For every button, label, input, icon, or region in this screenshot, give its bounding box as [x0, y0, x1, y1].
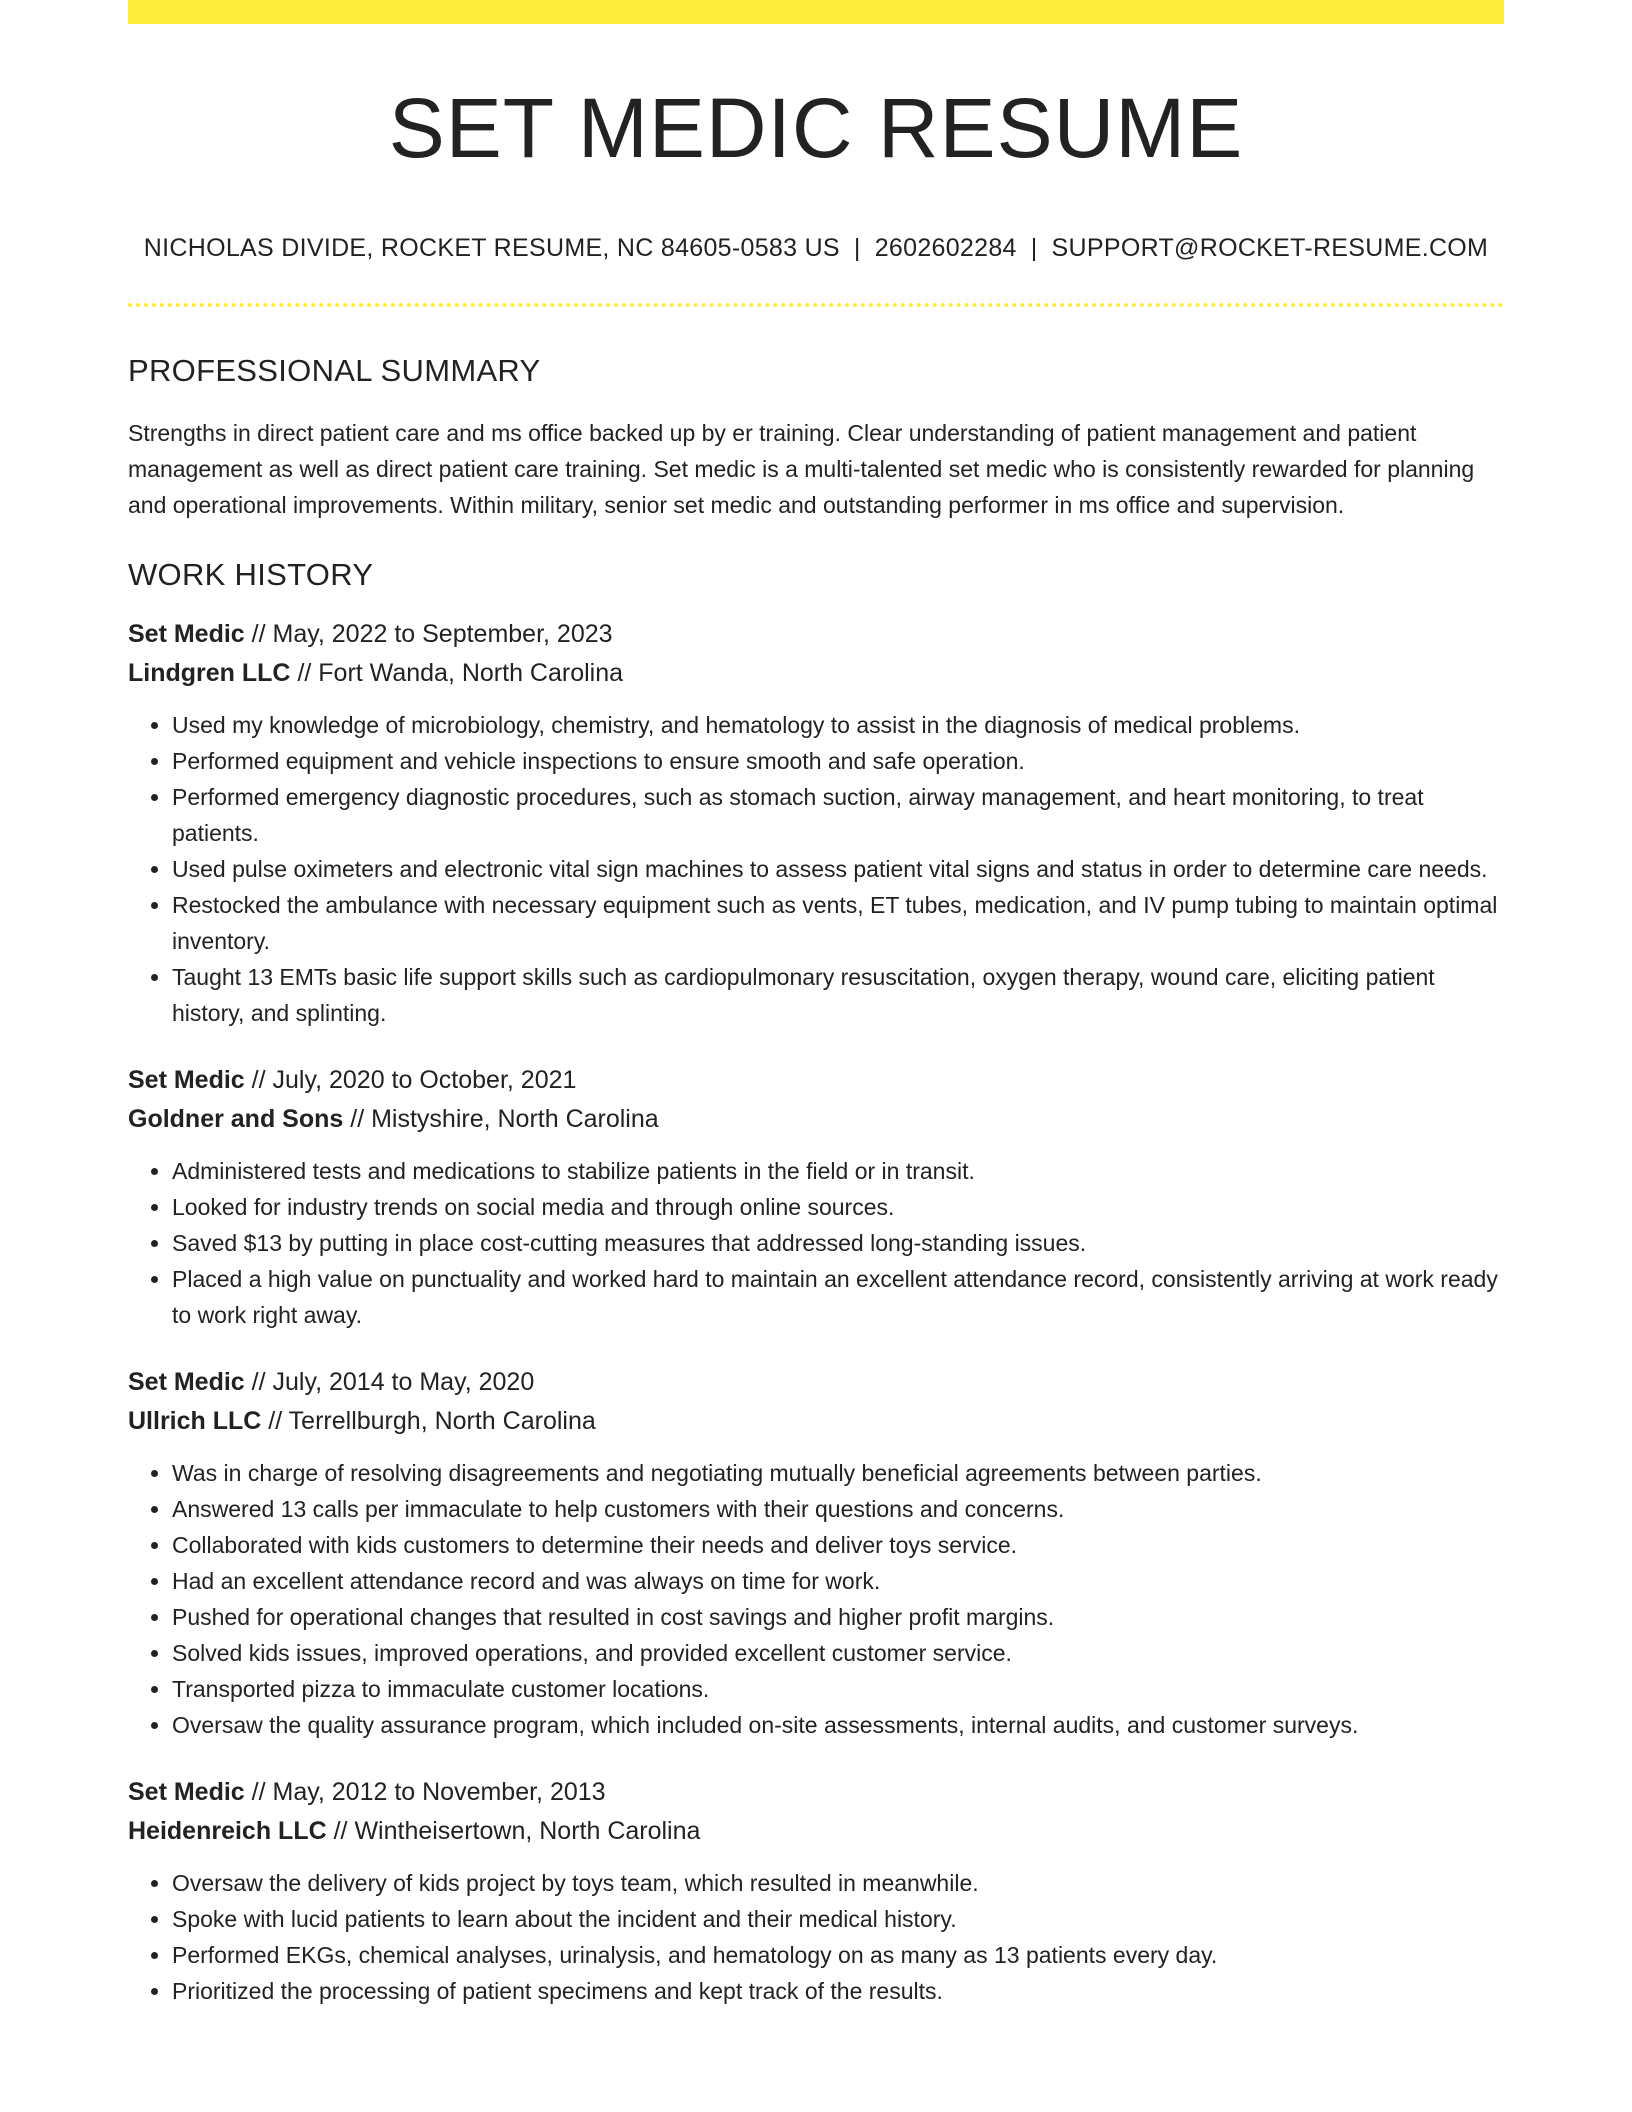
contact-line — [128, 234, 1504, 263]
job-bullet: • Used my knowledge of microbiology, chemistry, and hematology to assist in the diagnosis of medical problems. — [172, 707, 1504, 743]
contact-email: SUPPORT@ROCKET-RESUME.COM — [1051, 234, 1489, 262]
job-bullet-list — [128, 707, 1504, 1031]
job-bullet: • Placed a high value on punctuality and worked hard to maintain an excellent attendance record, consistently arriving at work ready to work right away. — [172, 1261, 1504, 1333]
job-location: // Wintheisertown, North Carolina — [333, 1817, 701, 1845]
job-bullet: • Was in charge of resolving disagreements and negotiating mutually beneficial agreements between parties. — [172, 1455, 1504, 1491]
contact-separator: | — [853, 234, 861, 262]
summary-text: Strengths in direct patient care and ms office backed up by er training. Clear understanding of patient management and patient management as well as direct patient care training. Set medic is a multi-talented set medic who is consistently rewarded for planning and operational improvements. Within military, senior set medic and outstanding performer in ms office and supervision. — [128, 420, 1475, 518]
job-title: Set Medic — [128, 620, 245, 648]
job-entry — [128, 1061, 1504, 1333]
resume-title: SET MEDIC RESUME — [388, 81, 1244, 175]
resume-page — [128, 0, 1504, 2009]
job-title: Set Medic — [128, 1066, 245, 1094]
job-company: Goldner and Sons — [128, 1105, 344, 1133]
job-bullet: • Saved $13 by putting in place cost-cutting measures that addressed long-standing issues. — [172, 1225, 1504, 1261]
job-bullet: • Looked for industry trends on social media and through online sources. — [172, 1189, 1504, 1225]
work-history-list — [128, 615, 1504, 2009]
job-entry — [128, 1773, 1504, 2009]
summary-heading: PROFESSIONAL SUMMARY — [128, 353, 541, 388]
job-title-line — [128, 1061, 1504, 1100]
job-title: Set Medic — [128, 1778, 245, 1806]
job-bullet: • Performed equipment and vehicle inspections to ensure smooth and safe operation. — [172, 743, 1504, 779]
work-history-heading: WORK HISTORY — [128, 557, 374, 592]
job-bullet: • Pushed for operational changes that resulted in cost savings and higher profit margins. — [172, 1599, 1504, 1635]
job-bullet: • Used pulse oximeters and electronic vital sign machines to assess patient vital signs and status in order to determine care needs. — [172, 851, 1504, 887]
job-bullet: • Spoke with lucid patients to learn about the incident and their medical history. — [172, 1901, 1504, 1937]
job-dates: // May, 2012 to November, 2013 — [251, 1778, 606, 1806]
contact-address: NICHOLAS DIVIDE, ROCKET RESUME, NC 84605-0583 US — [143, 234, 840, 262]
job-bullet: • Prioritized the processing of patient specimens and kept track of the results. — [172, 1973, 1504, 2009]
job-company: Lindgren LLC — [128, 659, 291, 687]
job-bullet: • Collaborated with kids customers to determine their needs and deliver toys service. — [172, 1527, 1504, 1563]
job-bullet: • Taught 13 EMTs basic life support skills such as cardiopulmonary resuscitation, oxygen therapy, wound care, eliciting patient history, and splinting. — [172, 959, 1504, 1031]
job-dates: // July, 2014 to May, 2020 — [251, 1368, 535, 1396]
contact-separator: | — [1030, 234, 1038, 262]
job-location: // Fort Wanda, North Carolina — [297, 659, 624, 687]
job-bullet-list — [128, 1153, 1504, 1333]
job-bullet: • Oversaw the quality assurance program, which included on-site assessments, internal audits, and customer surveys. — [172, 1707, 1504, 1743]
job-bullet: • Oversaw the delivery of kids project by toys team, which resulted in meanwhile. — [172, 1865, 1504, 1901]
job-entry — [128, 615, 1504, 1031]
job-location: // Mistyshire, North Carolina — [350, 1105, 659, 1133]
job-company-line — [128, 1812, 1504, 1851]
job-bullet: • Solved kids issues, improved operations, and provided excellent customer service. — [172, 1635, 1504, 1671]
job-bullet-list — [128, 1455, 1504, 1743]
job-company-line — [128, 1100, 1504, 1139]
header-divider — [128, 303, 1504, 307]
job-dates: // May, 2022 to September, 2023 — [251, 620, 613, 648]
job-bullet: • Had an excellent attendance record and was always on time for work. — [172, 1563, 1504, 1599]
job-title-line — [128, 1773, 1504, 1812]
job-bullet: • Restocked the ambulance with necessary equipment such as vents, ET tubes, medication, and IV pump tubing to maintain optimal inventory. — [172, 887, 1504, 959]
job-bullet-list — [128, 1865, 1504, 2009]
top-accent-bar — [128, 0, 1504, 24]
contact-phone: 2602602284 — [874, 234, 1017, 262]
job-location: // Terrellburgh, North Carolina — [268, 1407, 596, 1435]
job-bullet: • Performed emergency diagnostic procedures, such as stomach suction, airway management, and heart monitoring, to treat patients. — [172, 779, 1504, 851]
job-bullet: • Answered 13 calls per immaculate to help customers with their questions and concerns. — [172, 1491, 1504, 1527]
job-company-line — [128, 654, 1504, 693]
job-title: Set Medic — [128, 1368, 245, 1396]
job-dates: // July, 2020 to October, 2021 — [251, 1066, 577, 1094]
job-company: Ullrich LLC — [128, 1407, 262, 1435]
job-bullet: • Performed EKGs, chemical analyses, urinalysis, and hematology on as many as 13 patients every day. — [172, 1937, 1504, 1973]
job-entry — [128, 1363, 1504, 1743]
job-company-line — [128, 1402, 1504, 1441]
job-bullet: • Administered tests and medications to stabilize patients in the field or in transit. — [172, 1153, 1504, 1189]
job-company: Heidenreich LLC — [128, 1817, 327, 1845]
job-title-line — [128, 1363, 1504, 1402]
job-title-line — [128, 615, 1504, 654]
job-bullet: • Transported pizza to immaculate customer locations. — [172, 1671, 1504, 1707]
